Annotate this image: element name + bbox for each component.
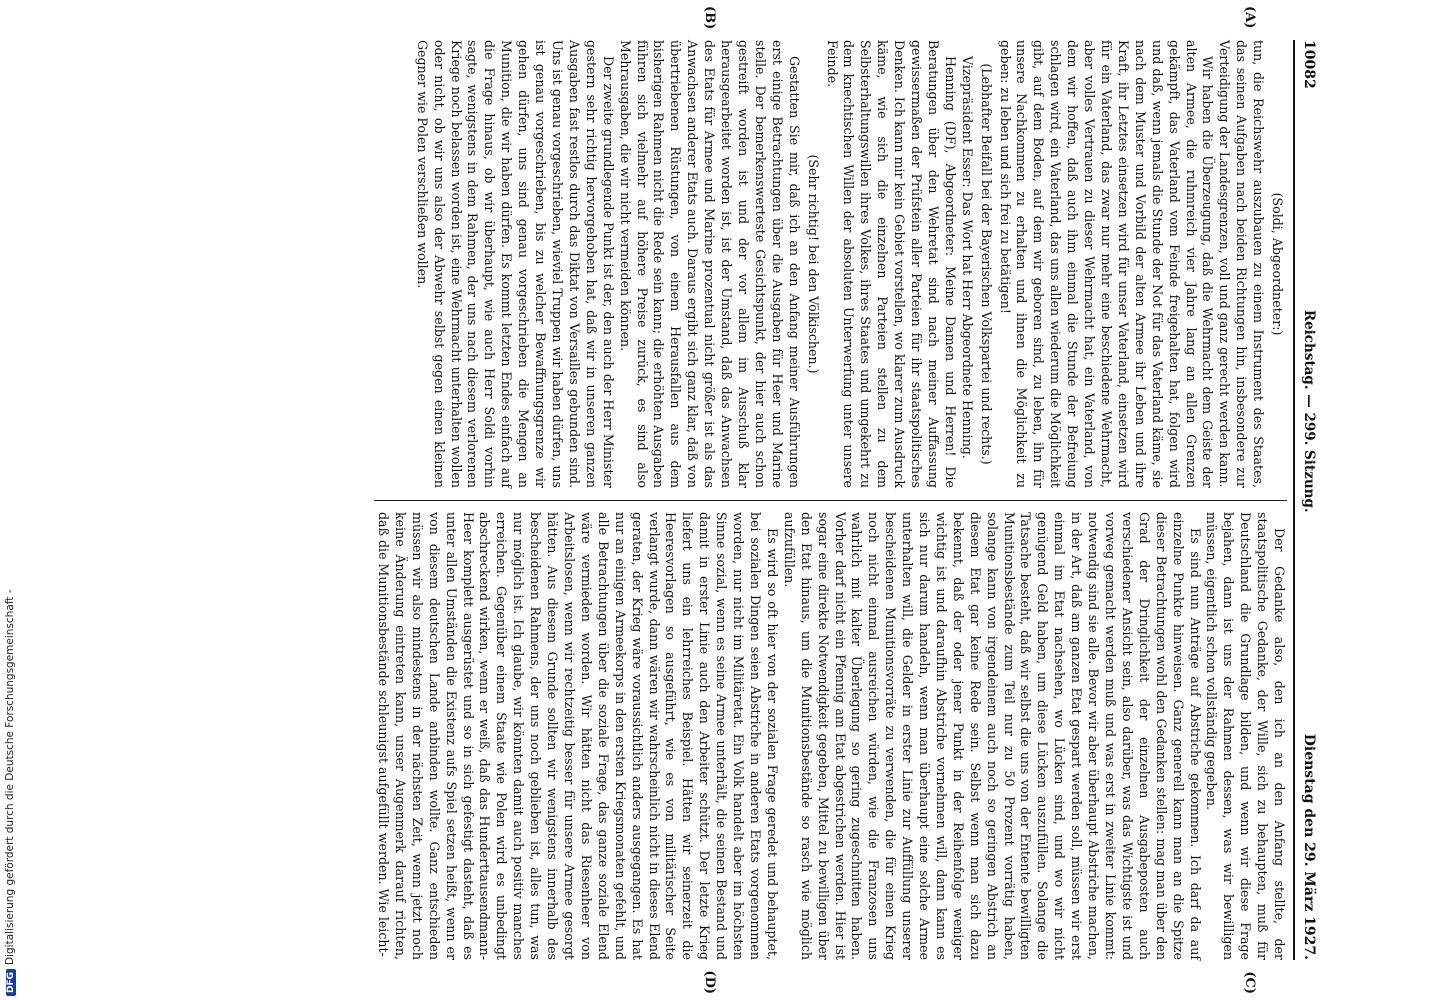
page-number: 10082 <box>1301 40 1317 89</box>
paragraph: Es wird so oft hier von der sozialen Frage geredet und behauptet, bei sozialen Dingen seien Abstriche in anderen Etats vorgenommen worden, nur nicht im Militäretat. Ein Volk handelt aber im höchsten Sinne sozial, wenn es seine Armee unterhält, die seinen Bestand und damit in erster Linie auch den Arbeiter schützt. Der letzte Krieg liefert uns ein lehrreiches Beispiel. Hätten wir seinerzeit die Heeresvorlagen so ausgeführt, wie es von militärischer Seite verlangt wurde, dann wären wir wahrscheinlich nicht in dieses Elend geraten, der Krieg wäre voraussichtlich anders ausgegangen. Es hat nur an einigen Armeekorps in den ersten Kriegsmonaten gefehlt, und alle Betrachtungen über die soziale Frage, das ganze soziale Elend wäre vermieden worden. Wir hätten nicht das Riesenheer von Arbeitslosen, wenn wir rechtzeitig besser für unsere Armee gesorgt hätten. Aus diesem Grunde sollten wir wenigstens innerhalb des bescheidenen Rahmens, der uns noch geblieben ist, alles tun, was nur möglich ist. Ich glaube, wir könnten damit auch positiv manches erreichen. Gegenüber einem Staate wie Polen wird es unbedingt abschreckend wirken, wenn er weiß, daß das Hunderttausendmann-Heer komplett ausgerüstet und so in sich gefestigt dasteht, daß es unter allen Umständen die Existenz aufs Spiel setzen heißt, wenn er von diesem deutschen Lande anbinden wollte. Ganz entschieden müssen wir also mindestens in der nächsten Zeit, wenn jetzt noch keine Änderung eintreten kann, unser Augenmerk darauf richten, daß die Munitionsbestände schleunigst aufgefüllt werden. Wie leicht- <box>376 512 780 960</box>
digitization-credit <box>0 0 26 1000</box>
interjection: (Sehr richtig! bei den Völkischen.) <box>805 154 821 374</box>
dfg-logo: DFG <box>6 969 16 996</box>
two-column-body <box>374 6 1288 994</box>
column-divider <box>374 500 1287 501</box>
running-header <box>1293 40 1317 960</box>
margin-marker-d: (D) <box>702 970 718 994</box>
credit-line <box>4 589 16 996</box>
paragraph: Gestatten Sie mir, daß ich an den Anfang meiner Ausführungen erst einige Betrachtungen über die Ausgaben für Heer und Marine stelle. Der bemerkenswerteste Gesichtspunkt, der hier auch schon gestreift worden ist und der vor allem im Ausschuß klar herausgearbeitet worden ist, ist der Umstand, daß das Anwachsen des Etats für Armee und Marine prozentual nicht größer ist als das Anwachsen anderer Etats auch. Daraus ergibt sich ganz klar, daß von übertriebenen Rüstungen, von einem Herausfallen aus dem bisherigen Rahmen nicht die Rede sein kann; die erhöhten Ausgaben führen sich vielmehr auf höhere Preise zurück, es sind also Mehrausgaben, die wir nicht vermeiden können. <box>617 40 802 488</box>
session-title: Reichstag. — 299. Sitzung. <box>1301 309 1317 513</box>
paragraph: tun, die Reichswehr auszubauen zu einem Instrument des Staates, das seinen Aufgaben nach beiden Richtungen hin, insbesondere zur Verteidigung der Landesgrenzen, voll und ganz gerecht werden kann. <box>1217 40 1267 488</box>
margin-marker-a: (A) <box>1242 6 1258 29</box>
paragraph: Es sind nun Anträge auf Abstriche gekommen. Ich darf da auf einzelne Punkte hinweisen. Ganz generell kann man an die Spitze dieser Betrachtungen wohl den Gedanken stellen: mag man über den Grad der Dringlichkeit der einzelnen Ausgabeposten auch verschiedener Ansicht sein, also darüber, was das Wichtigste ist und vorweg gemacht werden muß und was erst in zweiter Linie kommt: notwendig sind sie alle. Bevor wir aber überhaupt Abstriche machen, in der Art, daß am ganzen Etat gespart werden soll, müssen wir erst einmal im Etat nachsehen, wo Lücken sind, und wo wir nicht genügend Geld haben, um diese Lücken auszufüllen. Solange die Tatsache besteht, daß wir selbst die uns von der Entente bewilligten Munitionsbestände zum Teil nur zu 50 Prozent vorrätig haben, solange kann von irgendeinem auch noch so geringen Abstrich an diesem Etat gar keine Rede sein. Selbst wenn man sich dazu bekennt, daß der oder jener Punkt in der Reihenfolge weniger wichtig ist und daraufhin Abstriche vornehmen will, dann kann es sich nur darum handeln, wenn man überhaupt eine solche Armee unterhalten will, die Gelder in erster Linie zur Auffüllung unserer bescheidenen Munitionsvorräte zu verwenden, die für einen Krieg noch nicht einmal ausreichen würden, wie die Franzosen uns wahrlich mit kalter Überlegung so gering zugeschnitten haben. Vorher darf nicht ein Pfennig am Etat abgestrichen werden. Hier ist sogar eine direkte Notwendigkeit gegeben, Mittel zu bewilligen über den Etat hinaus, um die Munitionsbestände so rasch wie möglich aufzufüllen. <box>781 512 1203 960</box>
right-column <box>374 512 1288 994</box>
left-column <box>374 6 1287 488</box>
paragraph: Der zweite grundlegende Punkt ist der, den auch der Herr Minister gestern sehr richtig hervorgehoben hat, daß wir in unseren ganzen Ausgaben fast restlos durch das Diktat von Versailles gebunden sind. Uns ist genau vorgeschrieben, wieviel Truppen wir haben dürfen, uns ist genau vorgeschrieben, bis zu welcher Bewaffnungsgrenze wir gehen dürfen, uns sind genau vorgeschrieben die Mengen an Munition, die wir haben dürfen. Es kommt letzten Endes einfach auf die Frage hinaus, ob wir überhaupt, wie auch Herr Soldi vorhin sagte, wenigstens in dem Rahmen, der uns nach diesem verlorenen Kriege noch belassen worden ist, eine Wehrmacht unterhalten wollen oder nicht, ob wir uns also der Abwehr selbst gegen einen kleinen Gegner wie Polen verschließen wollen. <box>414 40 616 488</box>
margin-marker-c: (C) <box>1242 971 1258 994</box>
applause-note: (Lebhafter Beifall bei der Bayerischen Volkspartei und rechts.) <box>978 63 994 465</box>
scanned-page <box>95 0 1345 1000</box>
president-remark: Vizepräsident Esser: Das Wort hat Herr Abgeordnete Henning. <box>959 56 975 459</box>
paragraph: Der Gedanke also, den ich an den Anfang stellte, der staatspolitische Gedanke, der Wille, sich zu behaupten, muß für Deutschland die Grundlage bilden, und wenn wir diese Frage bejahen, dann ist uns der Rahmen dessen, was wir bewilligen müssen, eigentlich schon vollständig gegeben. <box>1204 512 1288 960</box>
speaker-opening: Henning (DF), Abgeordneter: Meine Damen und Herren! Die Beratungen über den Wehretat sind nach meiner Auffassung gewissermaßen der Prüfstein aller Parteien für ihr staatspolitisches Denken. Ich kann mir kein Gebiet vorstellen, wo klarer zum Ausdruck käme, wie sich die einzelnen Parteien stellen zu dem Selbsterhaltungswillen ihres Volkes, ihres Staates und umgekehrt zu dem knechtischen Willen der absoluten Unterwerfung unter unsere Feinde. <box>824 40 958 488</box>
margin-marker-b: (B) <box>702 6 718 30</box>
session-date: Dienstag den 29. März 1927. <box>1301 733 1317 960</box>
speaker-continued: (Soldi, Abgeordneter:) <box>1270 192 1286 336</box>
credit-text: Digitalisierung gefördert durch die Deutsche Forschungsgemeinschaft - <box>4 589 16 965</box>
paragraph: Wir haben die Überzeugung, daß die Wehrmacht dem Geiste der alten Armee, die ruhmreich vier Jahre lang an allen Grenzen gekämpft, das Vaterland vom Feinde freigehalten hat, folgen wird und daß, wenn jemals die Stunde der Not für das Vaterland käme, sie nach dem Muster und Vorbild der alten Armee ihr Leben und ihre Kraft, ihr Letztes einsetzen wird für unser Vaterland, einsetzen wird für ein Vaterland, das zwar nur mehr eine beschiedene Wehrmacht, aber volles Vertrauen zu dieser Wehrmacht hat, ein Vaterland, von dem wir hoffen, daß auch ihm einmal die Stunde der Befreiung schlagen wird, ein Vaterland, das uns allen wiederum die Möglichkeit gibt, auf dem Boden, auf dem wir geboren sind, zu leben, ihn für unsere Nachkommen zu erhalten und ihnen die Möglichkeit zu geben: zu leben und sich frei zu betätigen! <box>997 40 1216 488</box>
